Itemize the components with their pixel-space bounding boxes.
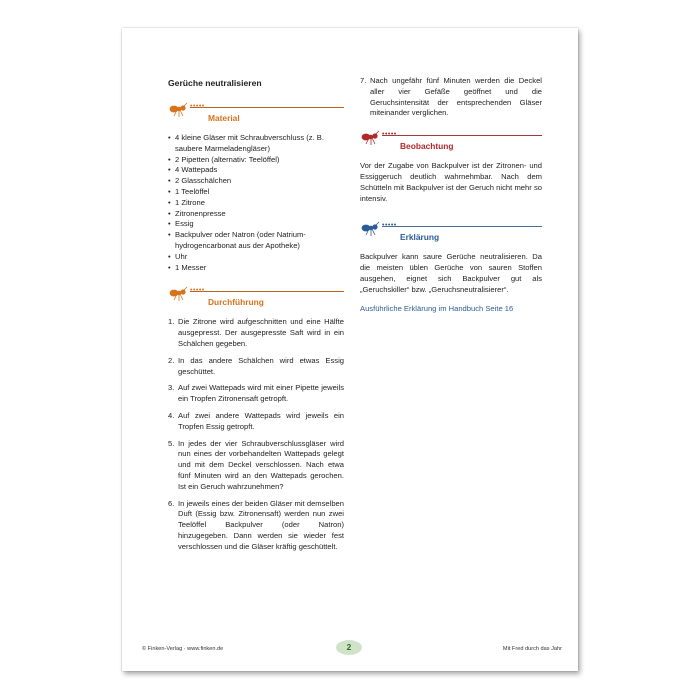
step-number: 3. — [168, 383, 175, 393]
section-rule — [382, 226, 542, 227]
steps-list — [168, 317, 344, 552]
list-item: • 1 Teelöffel — [168, 187, 344, 198]
section-header-erklaerung — [360, 220, 542, 246]
list-item: • 2 Pipetten (alternativ: Teelöffel) — [168, 155, 344, 166]
list-item: • Essig — [168, 219, 344, 230]
section-title-erklaerung: Erklärung — [400, 232, 440, 243]
list-item — [360, 76, 542, 119]
ant-icon — [168, 101, 190, 119]
worksheet-page — [122, 28, 578, 671]
section-header-material — [168, 101, 344, 127]
section-title-material: Material — [208, 113, 240, 123]
section-rule — [382, 135, 542, 136]
section-header-durchfuehrung — [168, 285, 344, 311]
step-text: Auf zwei andere Wattepads wird jeweils ein Tropfen Essig getropft. — [178, 410, 344, 431]
step-number: 5. — [168, 438, 175, 448]
section-dots: ••••• — [190, 287, 205, 295]
step-number: 2. — [168, 355, 175, 365]
right-column — [360, 76, 542, 314]
section-dots: ••••• — [382, 131, 397, 139]
list-item: • Backpulver oder Natron (oder Natrium-hydrogencarbonat aus der Apotheke) — [168, 230, 344, 252]
step-number: 1. — [168, 317, 175, 327]
section-dots: ••••• — [382, 222, 397, 230]
step-number: 7. — [360, 76, 367, 85]
step-number: 6. — [168, 498, 175, 508]
handbook-link[interactable]: Ausführliche Erklärung im Handbuch Seite 16 — [360, 303, 514, 313]
footer-publisher: © Finken-Verlag · www.finken.de — [142, 646, 224, 652]
list-item: • Uhr — [168, 252, 344, 263]
ant-icon — [360, 220, 382, 238]
section-header-beobachtung — [360, 129, 542, 155]
list-item: • 1 Zitrone — [168, 198, 344, 209]
list-item: • 4 Wattepads — [168, 165, 344, 176]
section-title-beobachtung: Beobachtung — [400, 141, 454, 152]
list-item: • 1 Messer — [168, 263, 344, 274]
step-text: Auf zwei Wattepads wird mit einer Pipette jeweils ein Tropfen Zitronensaft getropft. — [178, 383, 344, 404]
section-rule — [190, 107, 344, 108]
step-number: 4. — [168, 410, 175, 420]
list-item: • Zitronenpresse — [168, 209, 344, 220]
list-item: • 4 kleine Gläser mit Schraubverschluss (z. B. saubere Marmeladengläser) — [168, 133, 344, 155]
page-title: Gerüche neutralisieren — [168, 78, 262, 88]
step-text: Nach ungefähr fünf Minuten werden die Deckel aller vier Gefäße geöffnet und die Geruchsintensität der entsprechenden Gläser miteinander verglichen. — [370, 76, 542, 118]
ant-icon — [168, 285, 190, 303]
section-rule — [190, 291, 344, 292]
material-list — [168, 133, 344, 273]
page-number: 2 — [336, 640, 362, 655]
list-item — [168, 411, 344, 433]
ant-icon — [360, 129, 382, 147]
step-text: In das andere Schälchen wird etwas Essig geschüttet. — [178, 355, 344, 376]
list-item — [168, 499, 344, 553]
steps-list-continued — [360, 76, 542, 119]
step-text: In jedes der vier Schraubverschlussgläser wird nun eines der vorbehandelten Wattepads gelegt und mit dem Deckel verschlossen. Nach etwa fünf Minuten wird an den Wattepads gerochen. Ist ein Geruch wahrzunehmen? — [178, 438, 344, 491]
list-item — [168, 356, 344, 378]
list-item — [168, 317, 344, 349]
beobachtung-text: Vor der Zugabe von Backpulver ist der Zitronen- und Essiggeruch deutlich wahrnehmbar. Nach dem Schütteln mit Backpulver ist der Geruch nicht mehr so intensiv. — [360, 161, 542, 203]
erklaerung-text: Backpulver kann saure Gerüche neutralisieren. Da die meisten üblen Gerüche von sauren Stoffen ausgehen, eignet sich Backpulver gut als „Geruchskiller“ bzw. „Geruchsneutralisierer“. — [360, 252, 542, 294]
step-text: Die Zitrone wird aufgeschnitten und eine Hälfte ausgepresst. Der ausgepresste Saft wird in ein Schälchen gegeben. — [178, 317, 344, 348]
list-item — [168, 439, 344, 493]
section-title-durchfuehrung: Durchführung — [208, 297, 264, 308]
left-column — [168, 78, 344, 559]
step-text: In jeweils eines der beiden Gläser mit demselben Duft (Essig bzw. Zitronensaft) werden nun zwei Teelöffel Backpulver (oder Natron) hinzugegeben. Dann werden sie wieder fest verschlossen und die Gläser kräftig geschüttelt. — [178, 498, 344, 551]
footer-series-title: Mit Fred durch das Jahr — [502, 646, 562, 652]
section-dots: ••••• — [190, 103, 205, 110]
list-item: • 2 Glasschälchen — [168, 176, 344, 187]
list-item — [168, 383, 344, 405]
